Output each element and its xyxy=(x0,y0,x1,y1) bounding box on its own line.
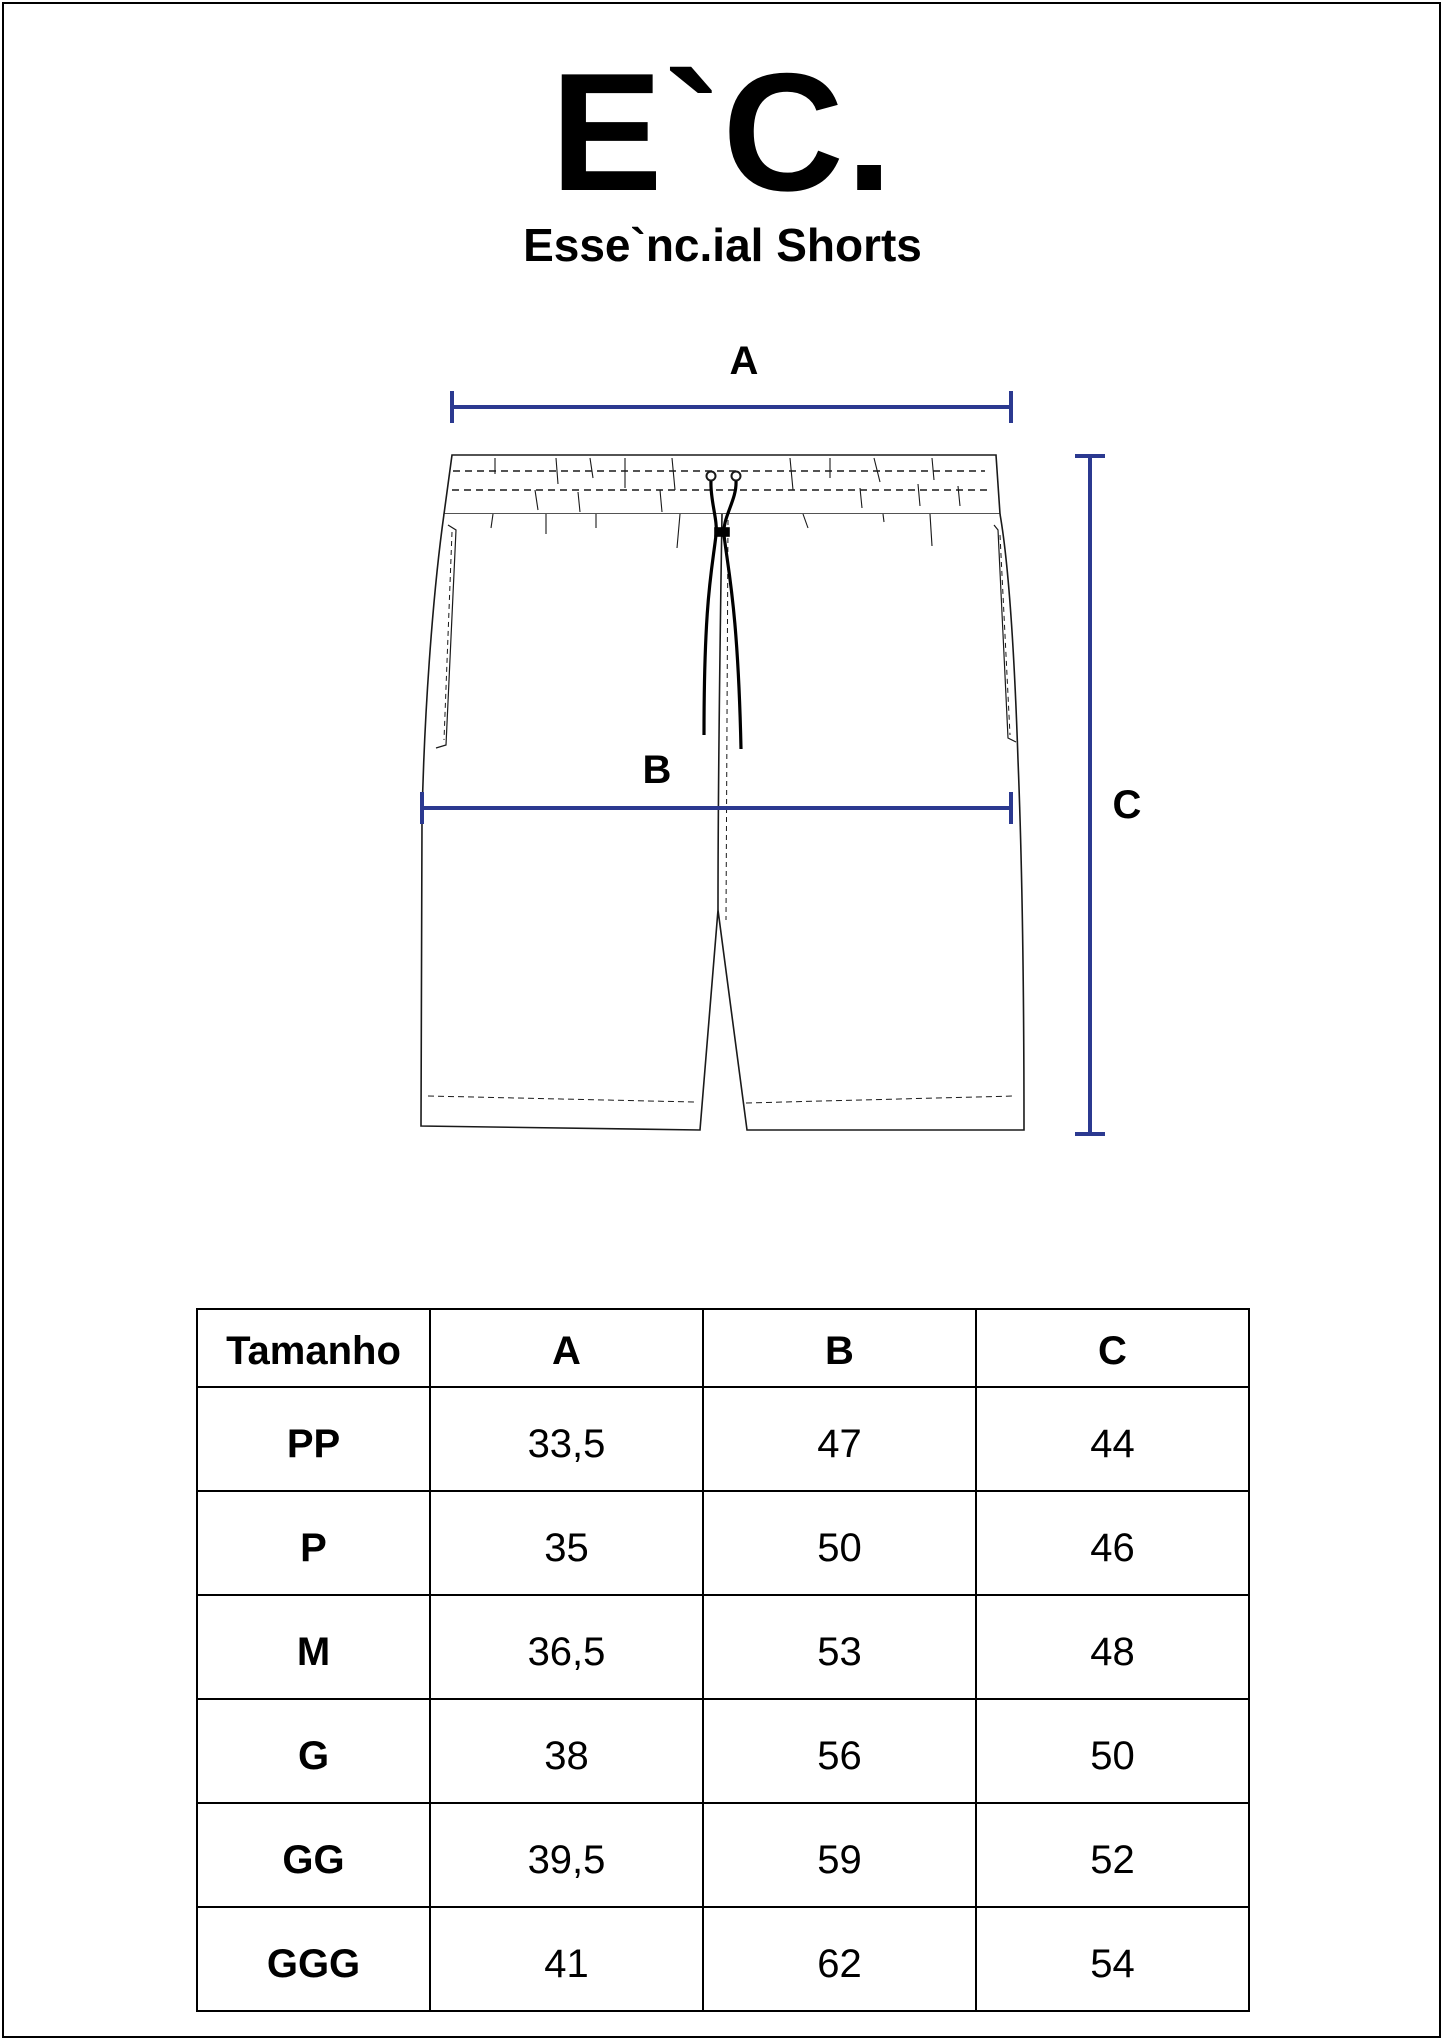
table-row xyxy=(197,1907,1249,2011)
value-b-cell: 47 xyxy=(703,1387,976,1491)
value-a-cell: 33,5 xyxy=(430,1387,703,1491)
table-row xyxy=(197,1491,1249,1595)
table-row xyxy=(197,1699,1249,1803)
size-table xyxy=(196,1308,1250,2012)
value-a-cell: 38 xyxy=(430,1699,703,1803)
size-cell: G xyxy=(197,1699,430,1803)
dimension-b-label: B xyxy=(642,748,672,792)
size-cell: P xyxy=(197,1491,430,1595)
value-b-cell: 53 xyxy=(703,1595,976,1699)
value-b-cell: 50 xyxy=(703,1491,976,1595)
value-a-cell: 35 xyxy=(430,1491,703,1595)
dimension-a-label: A xyxy=(729,339,759,383)
value-c-cell: 50 xyxy=(976,1699,1249,1803)
value-a-cell: 39,5 xyxy=(430,1803,703,1907)
header-a: A xyxy=(430,1309,703,1387)
brand-logo: E`C. xyxy=(550,38,895,226)
header-b: B xyxy=(703,1309,976,1387)
table-row xyxy=(197,1803,1249,1907)
size-cell: M xyxy=(197,1595,430,1699)
table-row xyxy=(197,1387,1249,1491)
size-cell: PP xyxy=(197,1387,430,1491)
value-c-cell: 44 xyxy=(976,1387,1249,1491)
value-c-cell: 52 xyxy=(976,1803,1249,1907)
value-b-cell: 62 xyxy=(703,1907,976,2011)
size-cell: GG xyxy=(197,1803,430,1907)
size-cell: GGG xyxy=(197,1907,430,2011)
header-c: C xyxy=(976,1309,1249,1387)
value-b-cell: 59 xyxy=(703,1803,976,1907)
value-c-cell: 54 xyxy=(976,1907,1249,2011)
value-c-cell: 48 xyxy=(976,1595,1249,1699)
dimension-c-label: C xyxy=(1112,783,1142,827)
dimension-a xyxy=(452,339,1011,423)
value-c-cell: 46 xyxy=(976,1491,1249,1595)
table-header-row xyxy=(197,1309,1249,1387)
dimension-c xyxy=(1075,456,1141,1134)
header-tamanho: Tamanho xyxy=(197,1309,430,1387)
value-b-cell: 56 xyxy=(703,1699,976,1803)
value-a-cell: 41 xyxy=(430,1907,703,2011)
shorts-illustration xyxy=(421,455,1024,1130)
value-a-cell: 36,5 xyxy=(430,1595,703,1699)
table-row xyxy=(197,1595,1249,1699)
product-title: Esse`nc.ial Shorts xyxy=(523,219,922,271)
